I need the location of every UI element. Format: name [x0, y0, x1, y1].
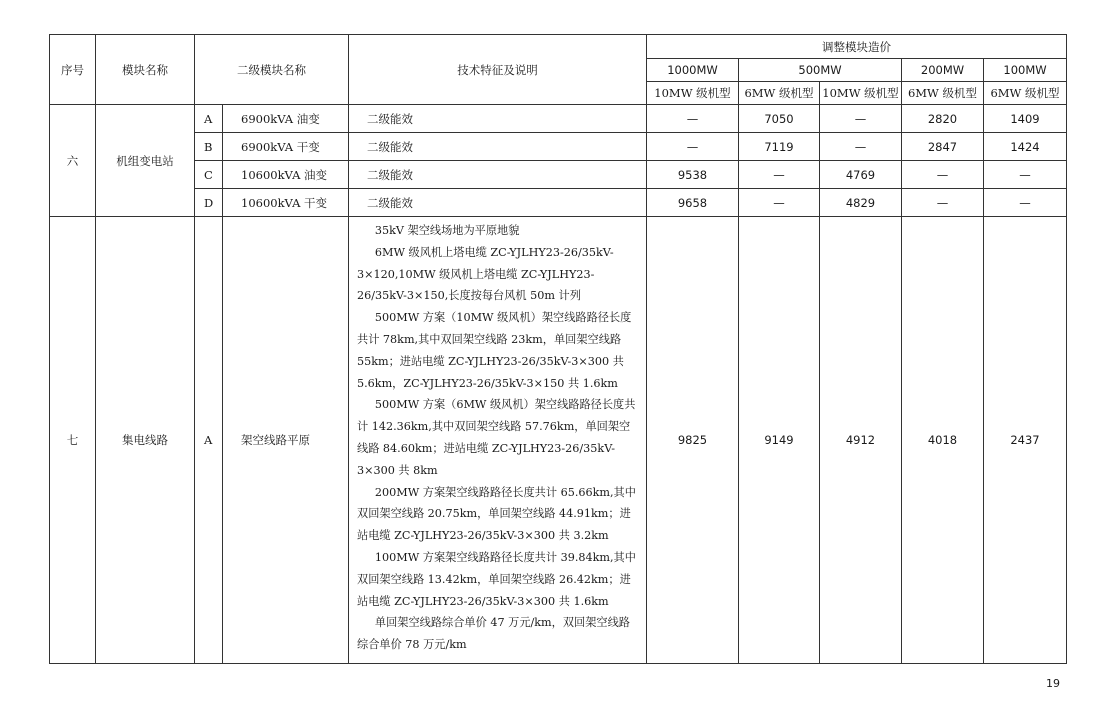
cost-value: — — [820, 105, 902, 133]
tech-desc: 二级能效 — [349, 133, 647, 161]
sub-code: B — [195, 133, 223, 161]
tech-desc-paragraph: 500MW 方案（10MW 级风机）架空线路路径长度共计 78km,其中双回架空线路 23km，单回架空线路 55km；进站电缆 ZC-YJLHY23-26/35kV-3×300 共 5.6km，ZC-YJLHY23-26/35kV-3×150 共 1.6km — [357, 311, 632, 390]
cost-value: — — [902, 161, 984, 189]
cost-value: — — [820, 133, 902, 161]
table-row — [50, 161, 1067, 189]
cost-table — [49, 34, 1067, 664]
header-model-100-6: 6MW 级机型 — [984, 82, 1067, 105]
cost-value: — — [647, 105, 739, 133]
header-model-500-10: 10MW 级机型 — [820, 82, 902, 105]
header-scale-100: 100MW — [984, 59, 1067, 82]
cost-value: — — [647, 133, 739, 161]
tech-desc-paragraph: 200MW 方案架空线路路径长度共计 65.66km,其中双回架空线路 20.75km，单回架空线路 44.91km；进站电缆 ZC-YJLHY23-26/35kV-3×300 共 3.2km — [357, 485, 636, 543]
table-row — [50, 217, 1067, 664]
tech-desc: 二级能效 — [349, 105, 647, 133]
cost-value: 2437 — [984, 217, 1067, 664]
cost-value: 4912 — [820, 217, 902, 664]
cost-value: 9149 — [739, 217, 820, 664]
cost-value: — — [984, 189, 1067, 217]
tech-desc-block — [349, 217, 647, 664]
header-module-name: 模块名称 — [96, 35, 195, 105]
cost-value: 4018 — [902, 217, 984, 664]
header-model-200-6: 6MW 级机型 — [902, 82, 984, 105]
cost-value: 2847 — [902, 133, 984, 161]
cost-value: 4829 — [820, 189, 902, 217]
header-model-1000-10: 10MW 级机型 — [647, 82, 739, 105]
header-model-500-6: 6MW 级机型 — [739, 82, 820, 105]
cost-value: — — [902, 189, 984, 217]
sub-name: 架空线路平原 — [223, 217, 349, 664]
cost-value: — — [984, 161, 1067, 189]
table-row — [50, 105, 1067, 133]
table-row — [50, 189, 1067, 217]
header-scale-500: 500MW — [739, 59, 902, 82]
sub-name: 10600kVA 干变 — [223, 189, 349, 217]
tech-desc-paragraph: 35kV 架空线场地为平原地貌 — [374, 224, 520, 237]
tech-desc: 二级能效 — [349, 161, 647, 189]
cost-value: 7050 — [739, 105, 820, 133]
tech-desc-paragraph: 100MW 方案架空线路路径长度共计 39.84km,其中双回架空线路 13.42km，单回架空线路 26.42km；进站电缆 ZC-YJLHY23-26/35kV-3×300 共 1.6km — [357, 550, 636, 608]
header-tech-desc: 技术特征及说明 — [349, 35, 647, 105]
sub-code: D — [195, 189, 223, 217]
cost-value: 9658 — [647, 189, 739, 217]
group-name: 集电线路 — [96, 217, 195, 664]
cost-value: — — [739, 189, 820, 217]
cost-value: 9538 — [647, 161, 739, 189]
group-seq: 六 — [50, 105, 96, 217]
tech-desc-paragraph: 500MW 方案（6MW 级风机）架空线路路径长度共计 142.36km,其中双回架空线路 57.76km，单回架空线路 84.60km；进站电缆 ZC-YJLHY23-26/35kV-3×300 共 8km — [357, 398, 636, 477]
cost-value: 4769 — [820, 161, 902, 189]
sub-code: C — [195, 161, 223, 189]
group-seq: 七 — [50, 217, 96, 664]
group-name: 机组变电站 — [96, 105, 195, 217]
table-row — [50, 133, 1067, 161]
sub-code: A — [195, 105, 223, 133]
tech-desc: 二级能效 — [349, 189, 647, 217]
cost-value: 2820 — [902, 105, 984, 133]
header-scale-1000: 1000MW — [647, 59, 739, 82]
header-adjusted-cost: 调整模块造价 — [647, 35, 1067, 59]
tech-desc-paragraph: 6MW 级风机上塔电缆 ZC-YJLHY23-26/35kV-3×120,10MW 级风机上塔电缆 ZC-YJLHY23-26/35kV-3×150,长度按每台风机 50m 计列 — [357, 245, 614, 303]
page-number: 19 — [1046, 677, 1060, 690]
cost-value: 7119 — [739, 133, 820, 161]
cost-value: 9825 — [647, 217, 739, 664]
cost-value: 1424 — [984, 133, 1067, 161]
header-sub-module-name: 二级模块名称 — [195, 35, 349, 105]
sub-name: 6900kVA 油变 — [223, 105, 349, 133]
header-seq: 序号 — [50, 35, 96, 105]
cost-value: — — [739, 161, 820, 189]
sub-code: A — [195, 217, 223, 664]
cost-value: 1409 — [984, 105, 1067, 133]
header-scale-200: 200MW — [902, 59, 984, 82]
tech-desc-paragraph: 单回架空线路综合单价 47 万元/km，双回架空线路综合单价 78 万元/km — [357, 616, 630, 652]
sub-name: 10600kVA 油变 — [223, 161, 349, 189]
sub-name: 6900kVA 干变 — [223, 133, 349, 161]
